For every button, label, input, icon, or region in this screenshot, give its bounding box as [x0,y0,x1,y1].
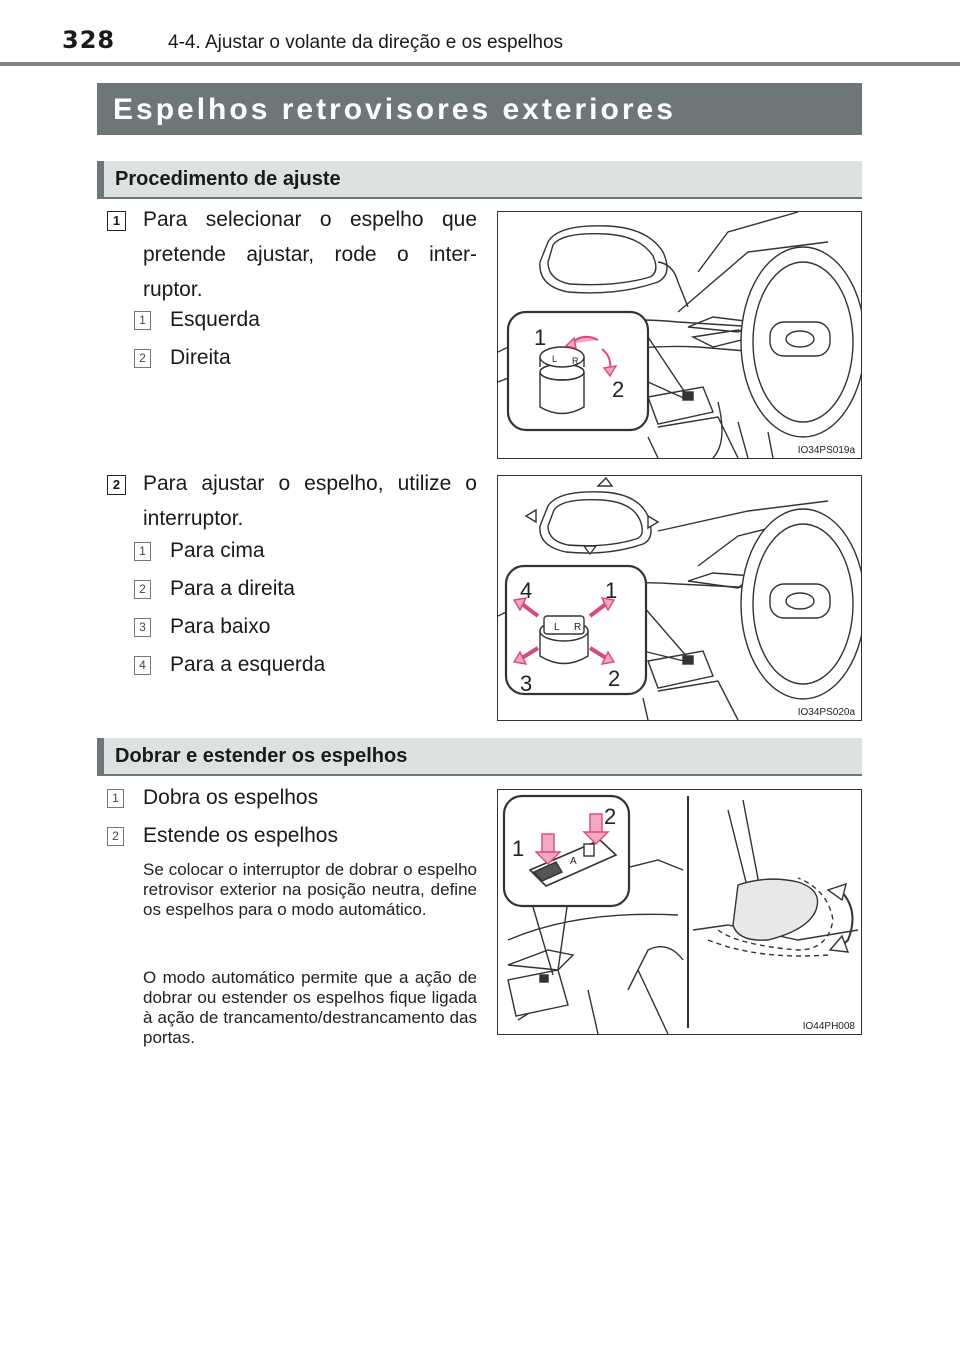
heading-marker [97,738,104,774]
step-1-marker: 1 [107,211,126,231]
item-number: 1 [134,311,151,330]
mirror-fold-illustration [498,790,861,1034]
callout-2: 2 [608,666,621,691]
item-number: 4 [134,656,151,675]
item-label: Esquerda [170,308,260,331]
folding-heading: Dobrar e estender os espelhos [115,745,408,767]
note-paragraph-2: O modo automático permite que a ação de dobrar ou estender os espelhos fique ligada à ação de trancamento/destrancamento das portas. [143,968,477,1047]
switch-letter-left: L [554,622,560,633]
callout-1: 1 [534,325,547,350]
main-title: Espelhos retrovisores exteriores [113,93,676,126]
mirror-fold-figure [497,789,862,1035]
item-number: 2 [134,580,151,599]
item-label: Para cima [170,539,265,562]
folding-heading-banner [97,738,862,776]
procedure-heading: Procedimento de ajuste [115,168,341,190]
switch-letter-right: R [572,356,579,366]
figure-code: IO34PS020a [797,707,855,718]
note-paragraph-1: Se colocar o interruptor de dobrar o espelho retrovisor exterior na posição neutra, define os espelhos para o modo automático. [143,860,477,919]
header-rule [0,62,960,66]
item-label: Para a esquerda [170,653,326,676]
switch-letter-auto: A [570,856,577,867]
callout-4: 4 [520,578,533,603]
page-number: 328 [62,26,116,54]
callout-1: 1 [605,578,618,603]
item-number: 3 [134,618,151,637]
main-title-banner [97,83,862,135]
figure-code: IO34PS019a [797,445,855,456]
callout-2: 2 [604,804,617,829]
heading-marker [97,161,104,197]
step-1-text: Para selecionar o espelho que pretende ajustar, rode o inter-ruptor. [143,208,477,301]
step-2-marker: 2 [107,475,126,495]
item-number: 1 [134,542,151,561]
switch-letter-left: L [552,354,558,364]
item-label: Direita [170,346,231,369]
mirror-select-figure [497,211,862,459]
callout-3: 3 [520,671,533,696]
item-label: Para a direita [170,577,295,600]
item-number: 2 [134,349,151,368]
callout-1: 1 [512,836,525,861]
mirror-adjust-illustration [498,476,861,720]
procedure-heading-banner [97,161,862,199]
item-number: 2 [107,827,124,846]
switch-letter-right: R [574,622,582,633]
item-number: 1 [107,789,124,808]
mirror-adjust-figure [497,475,862,721]
item-label: Estende os espelhos [143,824,338,847]
item-label: Dobra os espelhos [143,786,319,809]
mirror-select-illustration [498,212,861,458]
step-2-text: Para ajustar o espelho, utilize o interruptor. [143,472,477,530]
item-label: Para baixo [170,615,271,638]
figure-code: IO44PH008 [802,1021,855,1032]
callout-2: 2 [612,377,625,402]
running-header: 4-4. Ajustar o volante da direção e os espelhos [168,32,564,53]
